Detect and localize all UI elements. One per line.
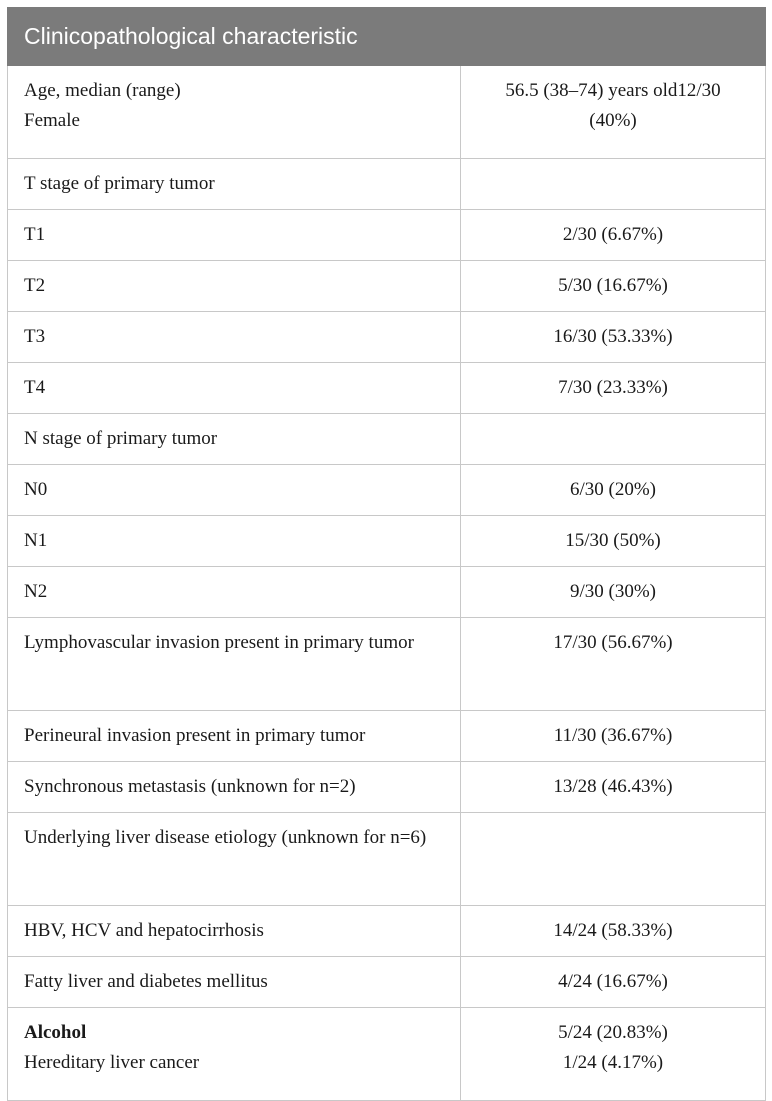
table-row	[8, 618, 766, 711]
table-row	[8, 567, 766, 618]
characteristics-table	[7, 7, 766, 1101]
row-label: HBV, HCV and hepatocirrhosis	[8, 906, 461, 957]
row-label	[8, 1008, 461, 1101]
table-row	[8, 414, 766, 465]
row-label: T stage of primary tumor	[8, 159, 461, 210]
row-label: T1	[8, 210, 461, 261]
row-label: N0	[8, 465, 461, 516]
row-value-line: 56.5 (38–74) years old12/30	[505, 80, 721, 101]
row-label: Lymphovascular invasion present in primary tumor	[8, 618, 461, 711]
row-label: Perineural invasion present in primary tumor	[8, 711, 461, 762]
table-row	[8, 210, 766, 261]
row-label: N2	[8, 567, 461, 618]
table-row	[8, 516, 766, 567]
row-label: Synchronous metastasis (unknown for n=2)	[8, 762, 461, 813]
row-value: 16/30 (53.33%)	[461, 312, 766, 363]
row-value: 5/30 (16.67%)	[461, 261, 766, 312]
table-row	[8, 711, 766, 762]
row-label-line: Hereditary liver cancer	[24, 1052, 200, 1073]
row-value: 6/30 (20%)	[461, 465, 766, 516]
row-value: 2/30 (6.67%)	[461, 210, 766, 261]
table-row	[8, 906, 766, 957]
row-value-line: (40%)	[589, 110, 637, 131]
table-row	[8, 66, 766, 159]
row-label: T3	[8, 312, 461, 363]
table-header: Clinicopathological characteristic	[8, 8, 766, 66]
table-row	[8, 813, 766, 906]
row-value	[461, 813, 766, 906]
row-value	[461, 66, 766, 159]
row-label: N1	[8, 516, 461, 567]
table-row	[8, 1008, 766, 1101]
table-row	[8, 261, 766, 312]
row-label: Underlying liver disease etiology (unknown for n=6)	[8, 813, 461, 906]
row-value	[461, 159, 766, 210]
row-value: 9/30 (30%)	[461, 567, 766, 618]
row-value	[461, 1008, 766, 1101]
row-label: Fatty liver and diabetes mellitus	[8, 957, 461, 1008]
row-value: 14/24 (58.33%)	[461, 906, 766, 957]
row-label: T4	[8, 363, 461, 414]
row-value-line: 5/24 (20.83%)	[558, 1022, 668, 1043]
table-row	[8, 957, 766, 1008]
row-value	[461, 414, 766, 465]
row-value: 7/30 (23.33%)	[461, 363, 766, 414]
table-row	[8, 159, 766, 210]
row-label: T2	[8, 261, 461, 312]
row-value: 13/28 (46.43%)	[461, 762, 766, 813]
row-label-line: Age, median (range)	[24, 80, 181, 101]
row-label-line: Female	[24, 110, 80, 131]
table-row	[8, 312, 766, 363]
row-value-line: 1/24 (4.17%)	[562, 1052, 664, 1073]
row-value: 11/30 (36.67%)	[461, 711, 766, 762]
row-label: N stage of primary tumor	[8, 414, 461, 465]
row-value: 15/30 (50%)	[461, 516, 766, 567]
row-label-line: Alcohol	[24, 1022, 87, 1043]
table-row	[8, 762, 766, 813]
row-value: 17/30 (56.67%)	[461, 618, 766, 711]
row-value: 4/24 (16.67%)	[461, 957, 766, 1008]
table-row	[8, 465, 766, 516]
table-header-row	[8, 8, 766, 66]
table-row	[8, 363, 766, 414]
row-label	[8, 66, 461, 159]
